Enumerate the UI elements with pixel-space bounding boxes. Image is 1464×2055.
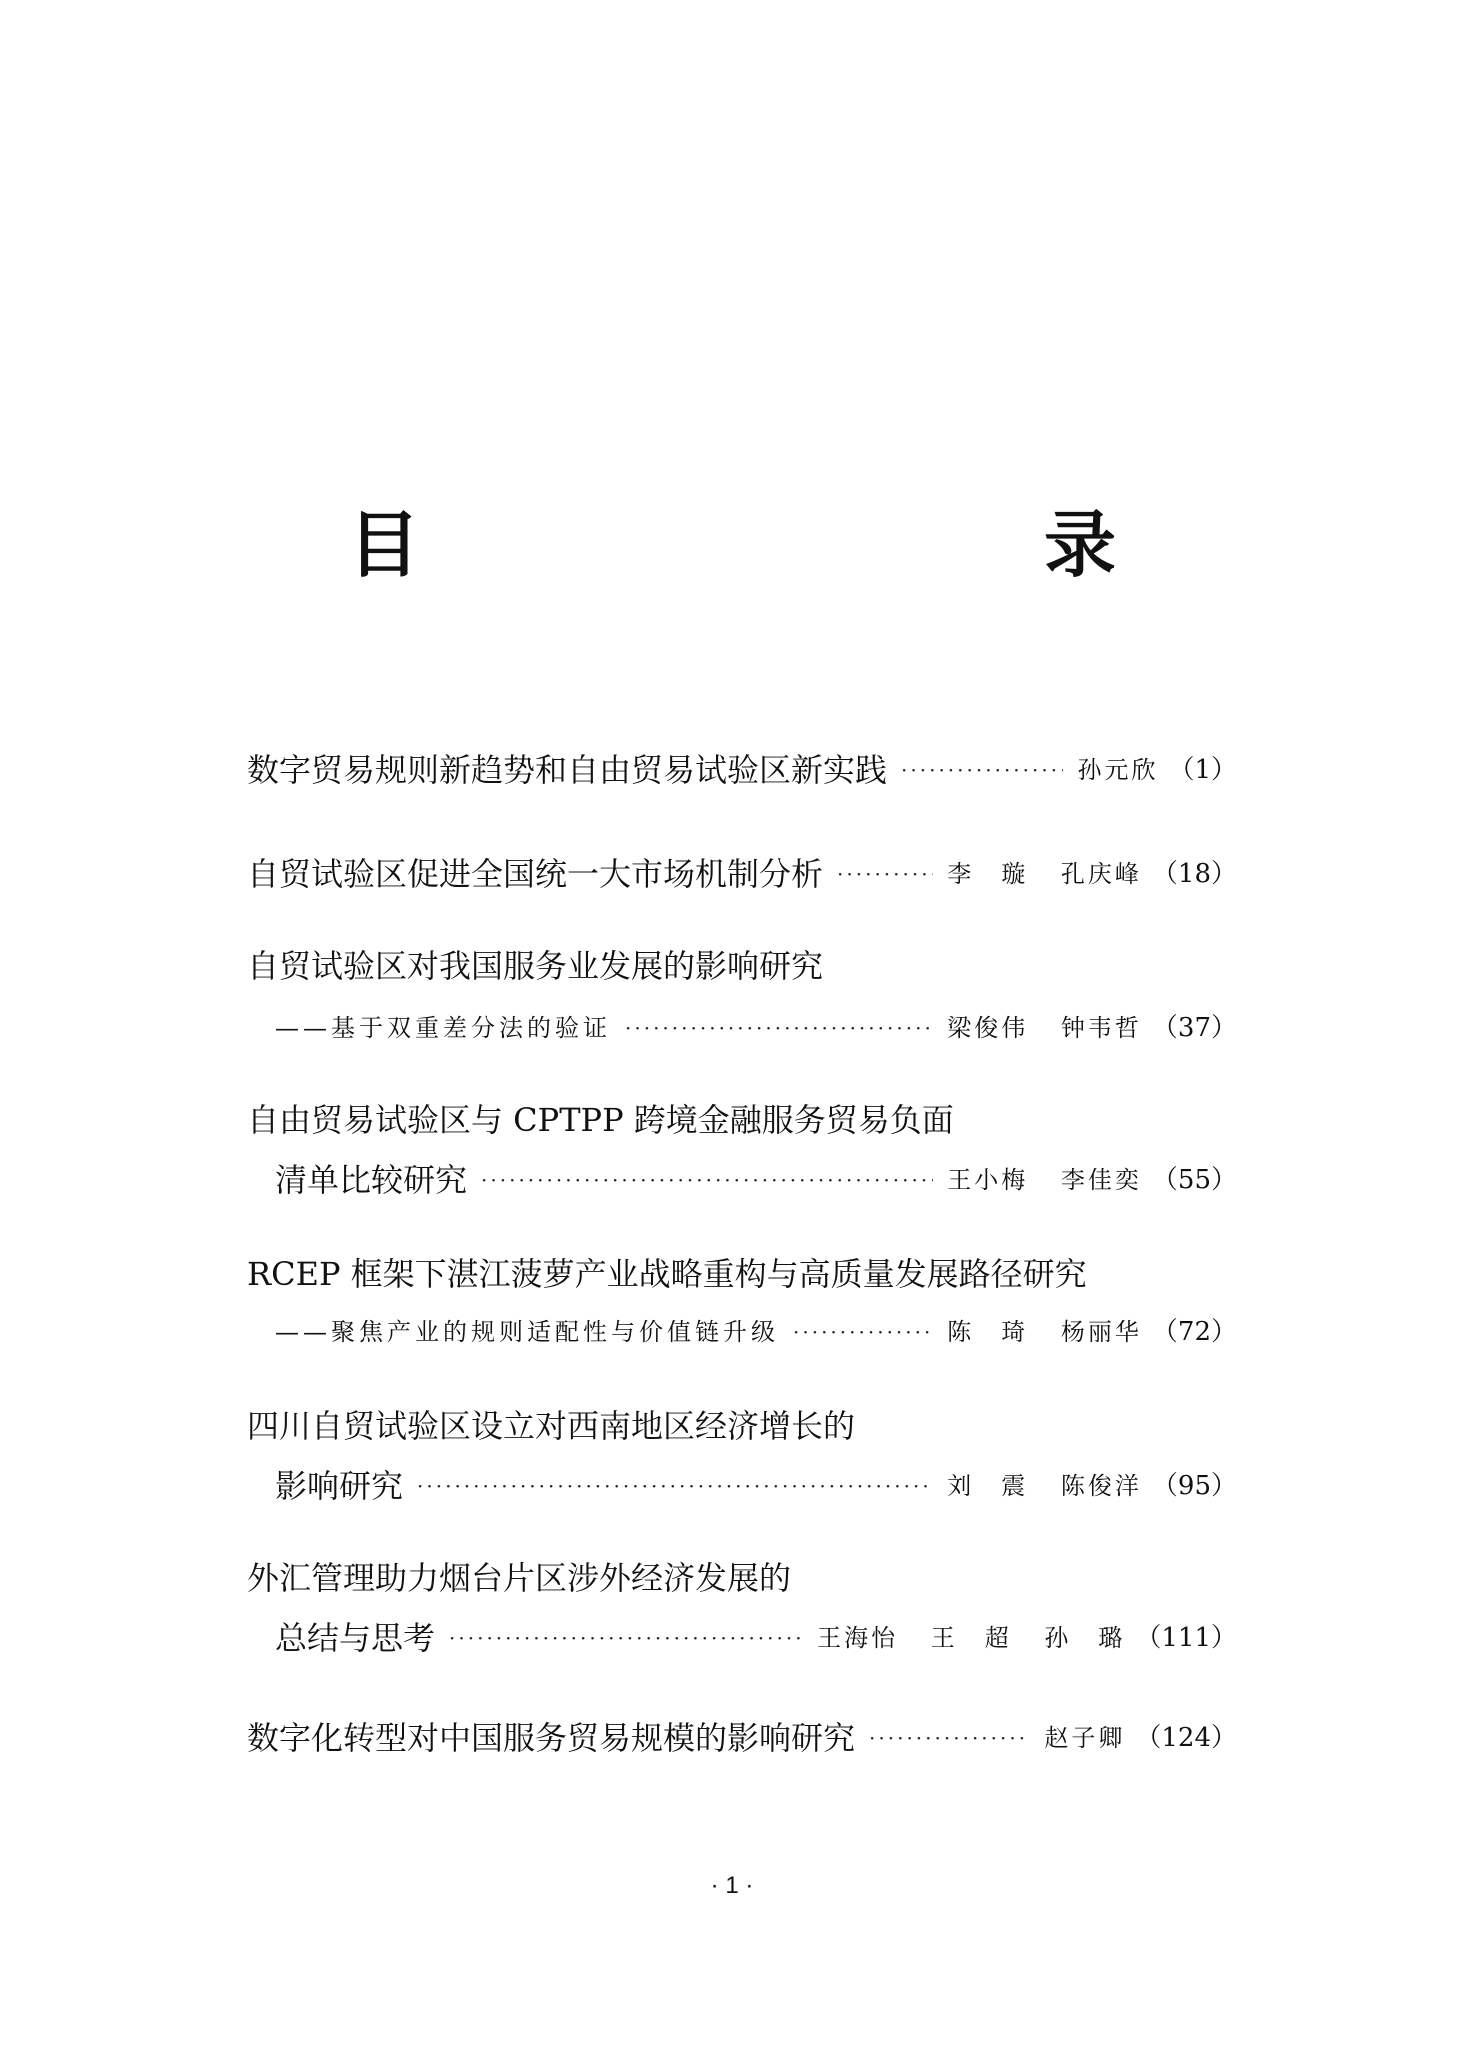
entry-authors xyxy=(947,1158,1142,1202)
leader-dots xyxy=(625,1006,933,1050)
leader-dots xyxy=(449,1616,803,1660)
author: 王小梅 xyxy=(947,1166,1029,1194)
entry-page: （55） xyxy=(1151,1165,1237,1195)
entry-title[interactable]: 四川自贸试验区设立对西南地区经济增长的 xyxy=(247,1407,856,1445)
entry-title: 数字化转型对中国服务贸易规模的影响研究 xyxy=(247,1719,856,1757)
entry-title[interactable]: 外汇管理助力烟台片区涉外经济发展的 xyxy=(247,1559,792,1597)
author: 赵子卿 xyxy=(1044,1724,1126,1752)
author: 梁俊伟 xyxy=(947,1014,1029,1042)
entry-title[interactable]: 自贸试验区对我国服务业发展的影响研究 xyxy=(247,947,824,985)
entry-authors xyxy=(947,1310,1142,1354)
author: 李佳奕 xyxy=(1060,1166,1142,1194)
entry-title: 数字贸易规则新趋势和自由贸易试验区新实践 xyxy=(247,751,888,789)
entry-page: （124） xyxy=(1135,1723,1237,1753)
entry-page: （111） xyxy=(1135,1623,1237,1653)
entry-page: （72） xyxy=(1151,1317,1237,1347)
author: 钟韦哲 xyxy=(1060,1014,1142,1042)
author: 陈俊洋 xyxy=(1060,1472,1142,1500)
author: 孔庆峰 xyxy=(1060,860,1142,888)
leader-dots xyxy=(481,1158,933,1202)
leader-dots xyxy=(837,852,933,896)
entry-authors xyxy=(817,1616,1125,1660)
entry-title-continuation: 清单比较研究 xyxy=(275,1161,468,1199)
entry-page: （95） xyxy=(1151,1471,1237,1501)
page-number: · 1 · xyxy=(710,1872,754,1899)
entry-page: （37） xyxy=(1151,1013,1237,1043)
author: 杨丽华 xyxy=(1060,1318,1142,1346)
author: 李 璇 xyxy=(947,860,1029,888)
entry-authors xyxy=(1044,1716,1125,1760)
leader-dots xyxy=(793,1310,933,1354)
toc-heading: 目 录 xyxy=(347,502,1276,587)
author: 王 超 xyxy=(930,1624,1012,1652)
entry-authors xyxy=(1077,748,1158,792)
leader-dots xyxy=(901,748,1063,792)
entry-authors xyxy=(947,852,1142,896)
toc-entry[interactable] xyxy=(247,1310,1237,1354)
leader-dots xyxy=(417,1464,933,1508)
entry-page: （1） xyxy=(1168,755,1237,785)
entry-title[interactable]: 自由贸易试验区与 CPTPP 跨境金融服务贸易负面 xyxy=(247,1101,954,1139)
entry-title[interactable]: RCEP 框架下湛江菠萝产业战略重构与高质量发展路径研究 xyxy=(247,1255,1087,1293)
author: 刘 震 xyxy=(947,1472,1029,1500)
toc-entry[interactable] xyxy=(247,1006,1237,1050)
author: 孙元欣 xyxy=(1077,756,1159,784)
entry-title-continuation: 影响研究 xyxy=(275,1467,404,1505)
author: 王海怡 xyxy=(817,1624,899,1652)
toc-entry[interactable] xyxy=(247,748,1237,792)
toc-entry[interactable] xyxy=(247,1464,1237,1508)
toc-entry[interactable] xyxy=(247,1616,1237,1660)
author: 陈 琦 xyxy=(947,1318,1029,1346)
leader-dots xyxy=(869,1716,1030,1760)
entry-subtitle: ——基于双重差分法的验证 xyxy=(275,1014,611,1042)
author: 孙 璐 xyxy=(1044,1624,1126,1652)
entry-title-continuation: 总结与思考 xyxy=(275,1619,436,1657)
toc-entry[interactable] xyxy=(247,1158,1237,1202)
entry-title: 自贸试验区促进全国统一大市场机制分析 xyxy=(247,855,824,893)
entry-subtitle: ——聚焦产业的规则适配性与价值链升级 xyxy=(275,1318,779,1346)
toc-entry[interactable] xyxy=(247,1716,1237,1760)
entry-authors xyxy=(947,1006,1142,1050)
entry-page: （18） xyxy=(1151,859,1237,889)
entry-authors xyxy=(947,1464,1142,1508)
toc-entry[interactable] xyxy=(247,852,1237,896)
